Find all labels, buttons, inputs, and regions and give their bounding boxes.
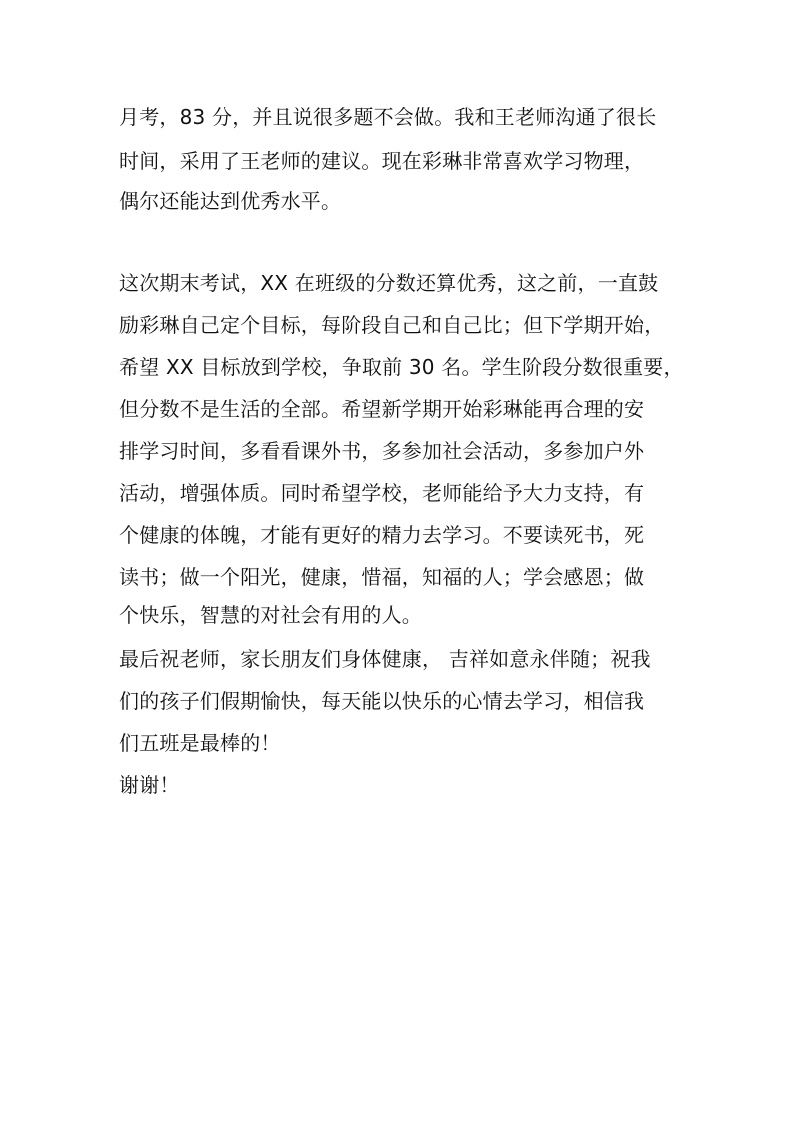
paragraph-2-line-2: 励彩琳自己定个目标，每阶段自己和自己比；但下学期开始， bbox=[119, 313, 665, 337]
paragraph-2-line-7: 个健康的体魄，才能有更好的精力去学习。不要读死书，死 bbox=[119, 523, 645, 547]
paragraph-1-line-3: 偶尔还能达到优秀水平。 bbox=[119, 189, 342, 213]
paragraph-3-line-2: 们的孩子们假期愉快，每天能以快乐的心情去学习，相信我 bbox=[119, 689, 645, 713]
paragraph-2-line-8: 读书；做一个阳光，健康，惜福，知福的人；学会感恩；做 bbox=[119, 565, 645, 589]
paragraph-3-line-3: 们五班是最棒的！ bbox=[119, 731, 281, 755]
paragraph-2-line-4: 但分数不是生活的全部。希望新学期开始彩琳能再合理的安 bbox=[119, 397, 645, 421]
paragraph-2-line-1: 这次期末考试，XX 在班级的分数还算优秀，这之前，一直鼓 bbox=[119, 271, 659, 295]
paragraph-2-line-5: 排学习时间，多看看课外书，多参加社会活动，多参加户外 bbox=[119, 439, 645, 463]
paragraph-1-line-1: 月考，83 分，并且说很多题不会做。我和王老师沟通了很长 bbox=[119, 105, 657, 129]
paragraph-4-line-1: 谢谢！ bbox=[119, 773, 180, 797]
paragraph-1-line-2: 时间，采用了王老师的建议。现在彩琳非常喜欢学习物理， bbox=[119, 149, 645, 173]
paragraph-2-line-3: 希望 XX 目标放到学校，争取前 30 名。学生阶段分数很重要， bbox=[119, 355, 684, 379]
paragraph-2-line-9: 个快乐，智慧的对社会有用的人。 bbox=[119, 603, 422, 627]
paragraph-2-line-6: 活动，增强体质。同时希望学校，老师能给予大力支持，有 bbox=[119, 481, 645, 505]
paragraph-3-line-1: 最后祝老师，家长朋友们身体健康， 吉祥如意永伴随；祝我 bbox=[119, 647, 651, 671]
